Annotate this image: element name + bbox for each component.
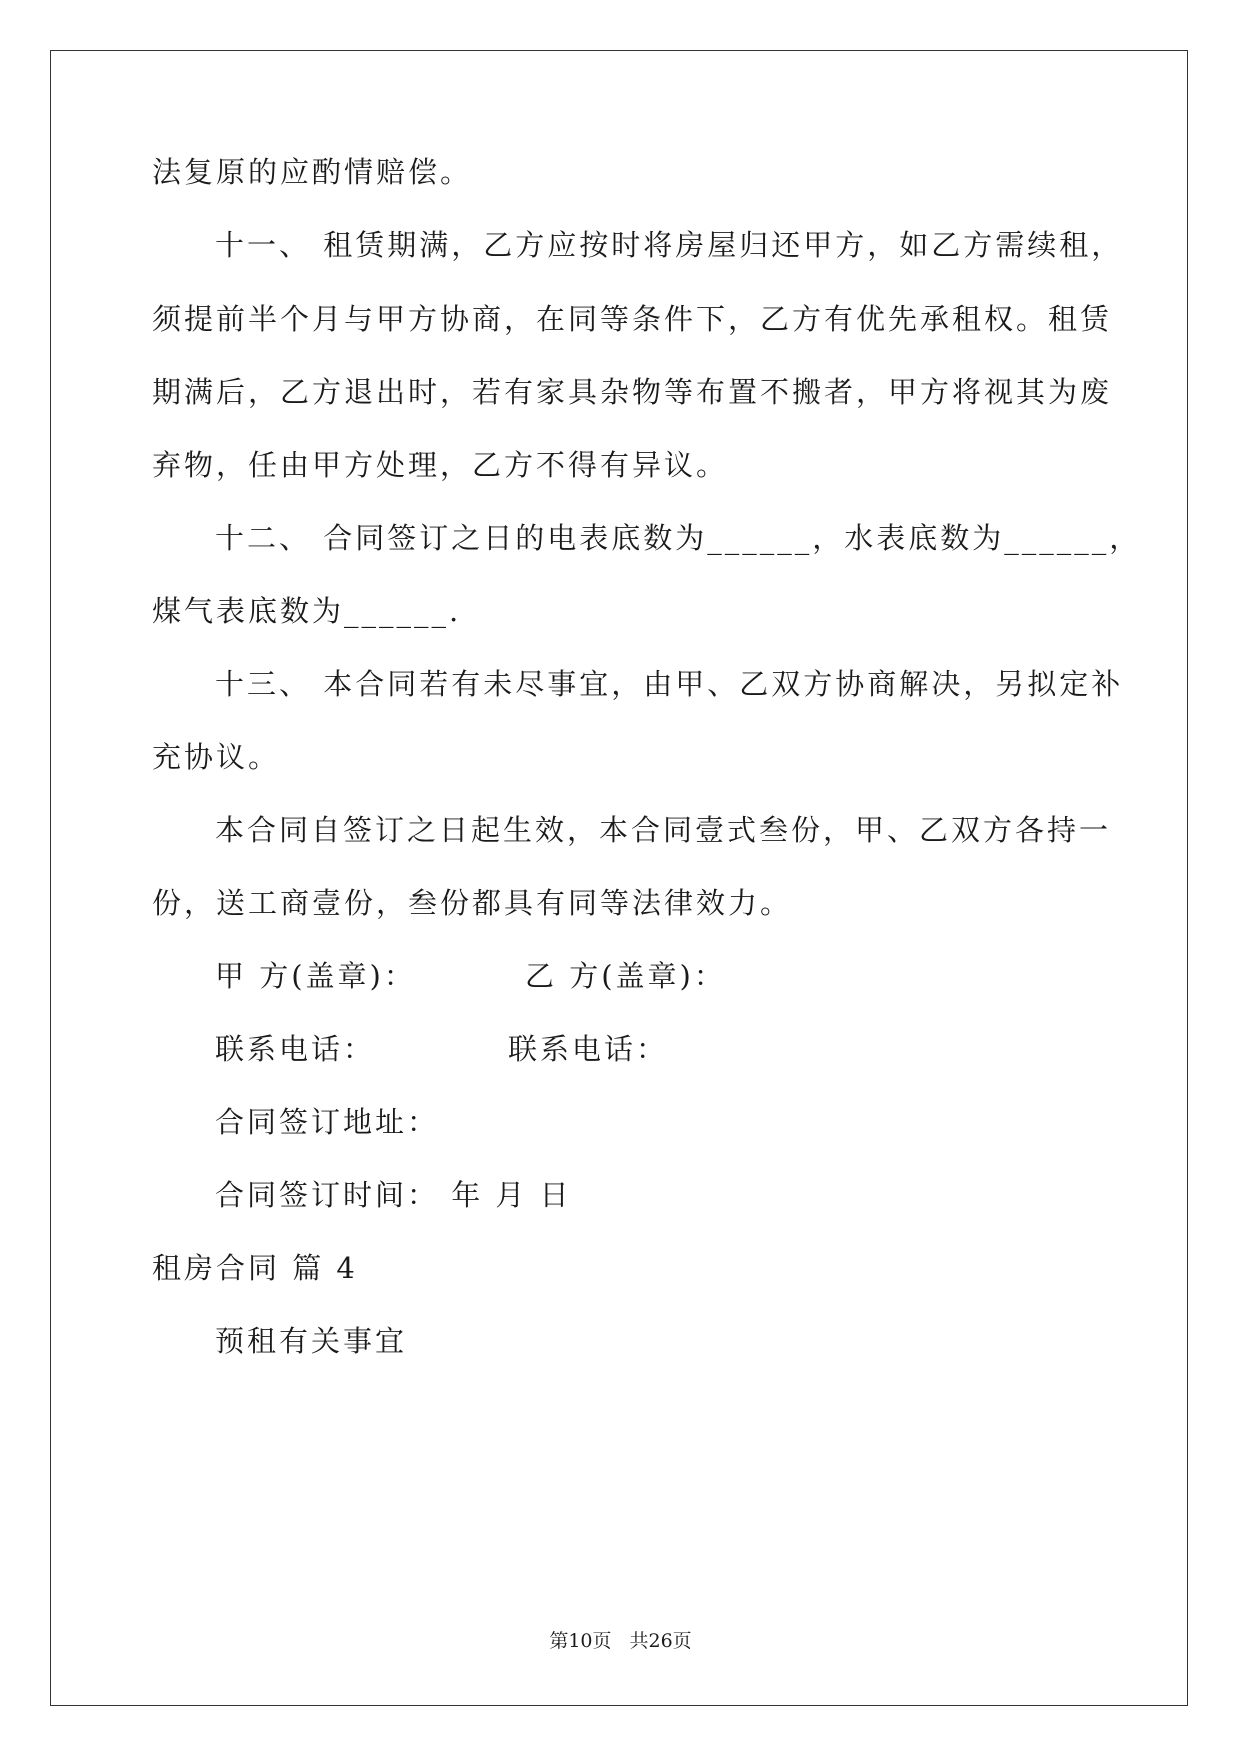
party-b-seal: 乙 方(盖章)： bbox=[525, 959, 726, 993]
clause-12-line-1: 十二、 合同签订之日的电表底数为______，水表底数为______， bbox=[215, 521, 1142, 555]
clause-13-line-2: 充协议。 bbox=[152, 740, 281, 774]
page-number: 第10页 bbox=[549, 1630, 612, 1652]
body-line-1: 法复原的应酌情赔偿。 bbox=[152, 155, 473, 189]
party-a-phone: 联系电话： bbox=[215, 1032, 376, 1066]
clause-11-line-1: 十一、 租赁期满，乙方应按时将房屋归还甲方，如乙方需续租， bbox=[215, 228, 1124, 262]
clause-11-line-4: 弃物，任由甲方处理，乙方不得有异议。 bbox=[152, 448, 729, 482]
page-footer bbox=[0, 1629, 1241, 1653]
clause-12-line-2: 煤气表底数为______. bbox=[152, 594, 462, 628]
effective-line-2: 份，送工商壹份，叁份都具有同等法律效力。 bbox=[152, 886, 793, 920]
clause-11-line-3: 期满后，乙方退出时，若有家具杂物等布置不搬者，甲方将视其为废 bbox=[152, 375, 1113, 409]
section-heading: 租房合同 篇 4 bbox=[152, 1251, 358, 1285]
subheading: 预租有关事宜 bbox=[215, 1324, 408, 1358]
party-a-seal: 甲 方(盖章)： bbox=[215, 959, 416, 993]
effective-line-1: 本合同自签订之日起生效，本合同壹式叁份，甲、乙双方各持一 bbox=[215, 813, 1112, 847]
clause-11-line-2: 须提前半个月与甲方协商，在同等条件下，乙方有优先承租权。租赁 bbox=[152, 302, 1113, 336]
page-total: 共26页 bbox=[629, 1630, 692, 1652]
party-b-phone: 联系电话： bbox=[508, 1032, 669, 1066]
signing-address: 合同签订地址： bbox=[215, 1105, 440, 1139]
signing-time: 合同签订时间： 年 月 日 bbox=[215, 1178, 572, 1212]
clause-13-line-1: 十三、 本合同若有未尽事宜，由甲、乙双方协商解决，另拟定补 bbox=[215, 667, 1124, 701]
